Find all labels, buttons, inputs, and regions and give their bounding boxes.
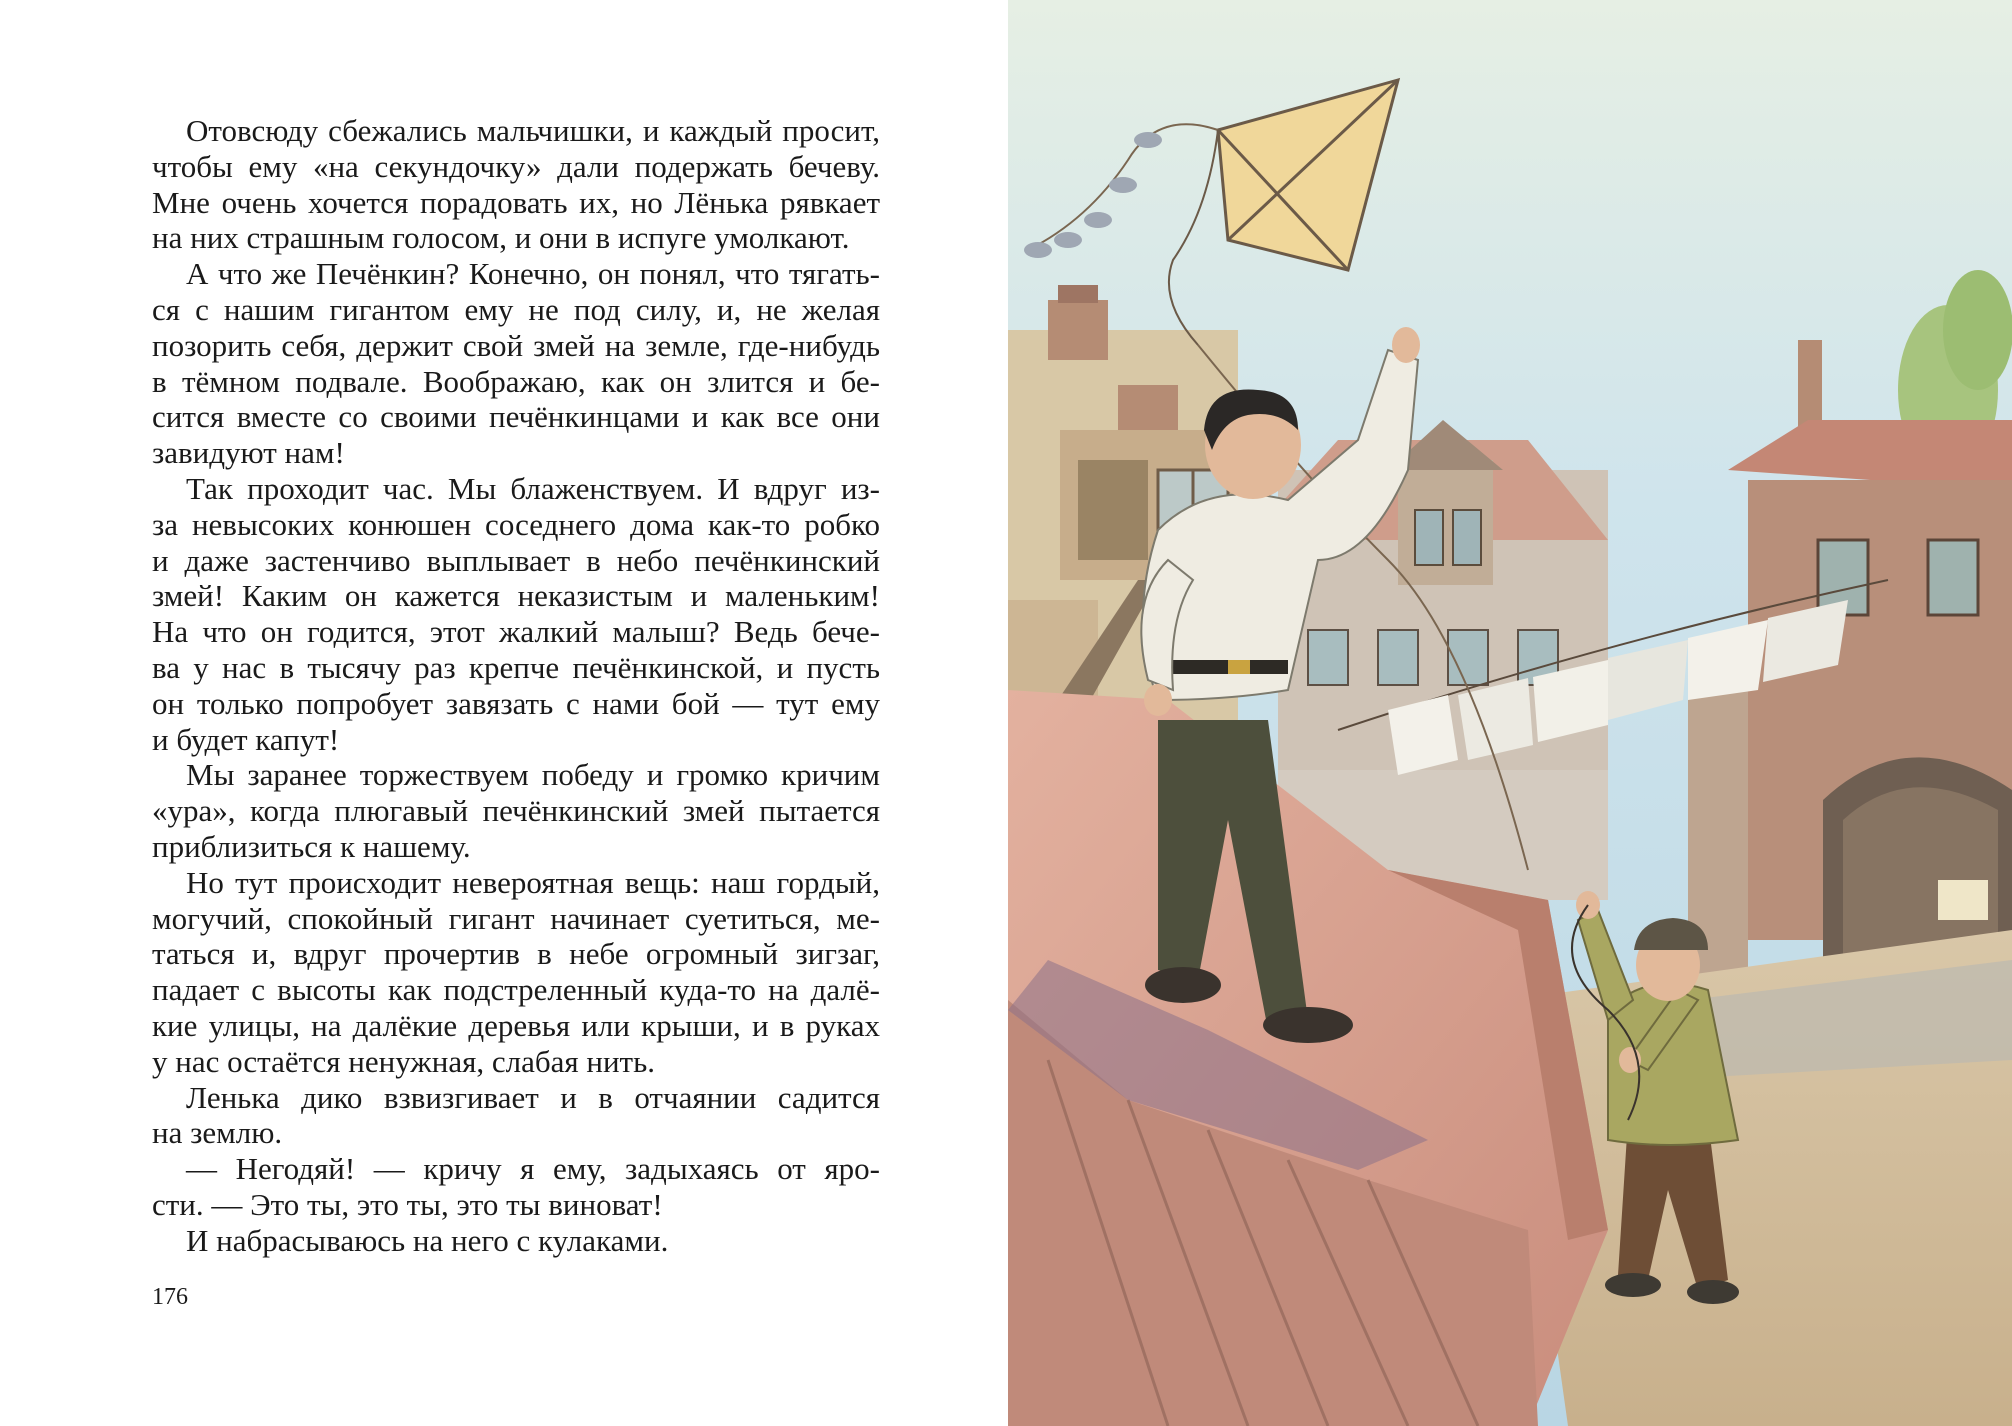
text-line: у нас остаётся ненужная, слабая нить. <box>152 1043 655 1079</box>
text-line: могучий, спокойный гигант начинает суетиться, ме- <box>152 900 880 936</box>
text-line: — Негодяй! — кричу я ему, задыхаясь от яро- <box>186 1151 880 1187</box>
paragraph <box>152 1223 880 1259</box>
text-line: Так проходит час. Мы блаженствуем. И вдруг из- <box>186 470 880 506</box>
text-line: Мы заранее торжествуем победу и громко кричим <box>186 757 880 793</box>
text-line: На что он годится, этот жалкий малыш? Ведь бече- <box>152 614 880 650</box>
text-line: Ленька дико взвизгивает и в отчаянии садится <box>186 1079 880 1115</box>
text-line: змей! Каким он кажется неказистым и маленьким! <box>152 578 880 614</box>
text-line: ва у нас в тысячу раз крепче печёнкинской, и пусть <box>152 649 880 685</box>
paragraph <box>152 757 880 864</box>
text-line: позорить себя, держит свой змей на земле, где-нибудь <box>152 327 880 363</box>
text-line: ся с нашим гигантом ему не под силу, и, не желая <box>152 291 880 327</box>
text-line: за невысоких конюшен соседнего дома как-то робко <box>152 506 880 542</box>
text-line: чтобы ему «на секундочку» дали подержать бечеву. <box>152 148 880 184</box>
paragraph <box>152 1080 880 1152</box>
kite-illustration <box>1008 0 2012 1426</box>
text-line: «ура», когда плюгавый печёнкинский змей пытается <box>152 793 880 829</box>
paragraph <box>152 256 880 471</box>
text-line: И набрасываюсь на него с кулаками. <box>186 1222 669 1258</box>
text-line: сти. — Это ты, это ты, это ты виноват! <box>152 1186 663 1222</box>
paragraph <box>152 471 880 757</box>
text-line: завидуют нам! <box>152 435 345 471</box>
text-line: кие улицы, на далёкие деревья или крыши, и в руках <box>152 1007 880 1043</box>
page-number: 176 <box>152 1284 188 1310</box>
text-line: падает с высоты как подстреленный куда-то на далё- <box>152 972 880 1008</box>
text-line: он только попробует завязать с нами бой — тут ему <box>152 685 880 721</box>
text-line: Мне очень хочется порадовать их, но Лёнька рявкает <box>152 184 880 220</box>
text-line: и даже застенчиво выплывает в небо печёнкинский <box>152 542 880 578</box>
text-line: Но тут происходит невероятная вещь: наш гордый, <box>186 864 880 900</box>
story-text <box>152 113 880 1259</box>
text-line: приблизиться к нашему. <box>152 828 471 864</box>
text-line: в тёмном подвале. Воображаю, как он злится и бе- <box>152 363 880 399</box>
text-line: на них страшным голосом, и они в испуге умолкают. <box>152 220 850 256</box>
text-line: Отовсюду сбежались мальчишки, и каждый просит, <box>186 113 880 148</box>
paragraph <box>152 113 880 256</box>
text-line: таться и, вдруг прочертив в небе огромный зигзаг, <box>152 936 880 972</box>
paragraph <box>152 1151 880 1223</box>
text-line: и будет капут! <box>152 721 340 757</box>
text-line: на землю. <box>152 1115 283 1151</box>
paragraph <box>152 865 880 1080</box>
text-line: сится вместе со своими печёнкинцами и как все они <box>152 399 880 435</box>
text-line: А что же Печёнкин? Конечно, он понял, что тягать- <box>186 256 880 292</box>
